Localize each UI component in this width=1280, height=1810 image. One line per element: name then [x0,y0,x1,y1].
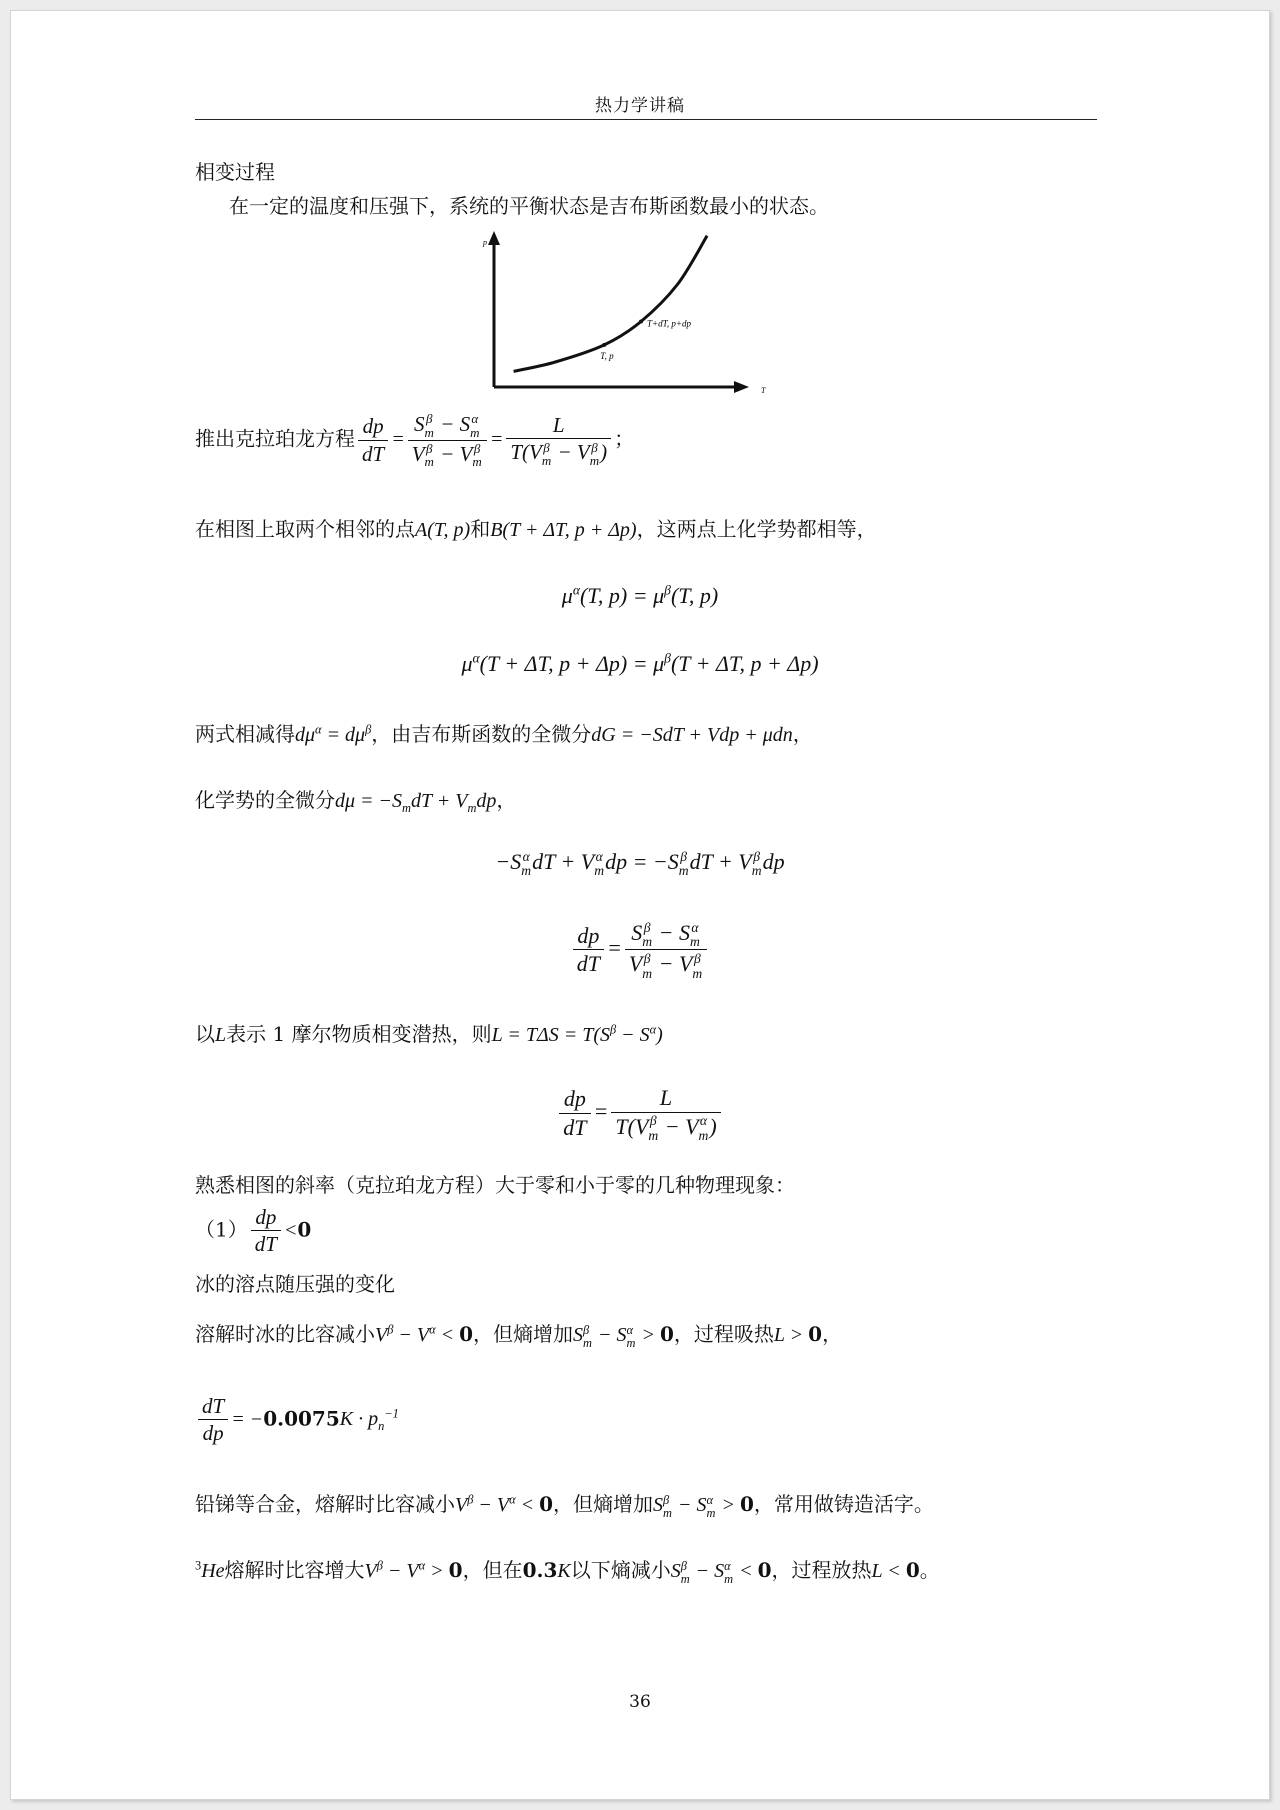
point-b-label: T+dT, p+dp [647,318,691,329]
equation-mu-1: $\mu^\alpha(T$, $p) = \mu^\beta(T$, p) [561,582,719,608]
x-axis-label: T [761,386,766,395]
chem-potential-line: 化学势的全微分$d\mu = -S_mdT + V_mdp$， [195,788,517,815]
intro-paragraph: 在一定的温度和压强下，系统的平衡状态是吉布斯函数最小的状态。 [229,194,829,218]
ice-melting-line: 溶解时冰的比容减小$V^\beta - V^\alpha < 0$，但熵增加S β m − S α m > 0，过程吸热L > 0， [195,1322,843,1350]
alloy-line: 铅锑等合金，熔解时比容减小$V^\beta - V^\alpha < 0$，但熵增加S β m − S α m > 0，常用做铸造活字。 [195,1492,934,1520]
ice-title: 冰的溶点随压强的变化 [195,1272,395,1296]
point-a-marker [602,343,606,347]
header-rule [195,119,1097,120]
latent-heat-line: 以L表示 1 摩尔物质相变潜热，则$L = T\Delta S = T(S^\beta - S^\alpha)$ [195,1022,663,1046]
running-header: 热力学讲稿 [595,96,685,116]
x-axis-arrow [734,381,749,393]
section-title: 相变过程 [195,160,275,184]
equation-mu-2: $\mu^\alpha(T + \Delta T$, $p + \Delta p) = \mu^\beta(T + \Delta T$, p + Δp) [461,650,819,676]
phenomena-line: 熟悉相图的斜率（克拉珀龙方程）大于零和小于零的几种物理现象： [195,1173,795,1197]
document-page [10,10,1270,1800]
equation-slope-entropy: $\frac{dp}{dT}$ = S β m − S α m V β m − V β m [11,919,1269,981]
clapeyron-line: 推出克拉珀龙方程 $\frac{dp}{dT}$ = S β m − S α m V β m − V β m = L T(V β m − V β m ) ； [195,411,635,470]
point-b-marker [639,319,643,323]
phase-diagram [451,221,791,401]
case-1-line: （1） $\frac{dp}{dT}$ <0 [195,1205,312,1257]
points-line: 在相图上取两个相邻的点A(T, p)和B(T + ΔT, p + Δp)，这两点上化学势都相等， [195,517,877,541]
equation-clapeyron-latent: $\frac{dp}{dT}$ = L T(V β m − V α m ) [11,1084,1269,1143]
ice-slope-equation: $\frac{dT}{dp}$ = $-0.0075K \cdot p_n^{-1}$ [195,1393,399,1447]
y-axis-label: p [483,238,487,247]
page-number: 36 [629,1692,651,1712]
y-axis-arrow [488,231,500,245]
point-a-label: T, p [600,350,614,361]
equation-differential: −S α m dT + V α m dp = −S β m dT + V β m dp [495,848,785,879]
subtract-line: 两式相减得$d\mu^\alpha = d\mu^\beta$，由吉布斯函数的全微分dG = −SdT + Vdp + μdn， [195,722,813,746]
helium-line: $^3$He熔解时比容增大$V^\beta - V^\alpha > 0$，但在0.3K以下熵减小S β m − S α m < 0，过程放热L < 0。 [195,1558,940,1586]
